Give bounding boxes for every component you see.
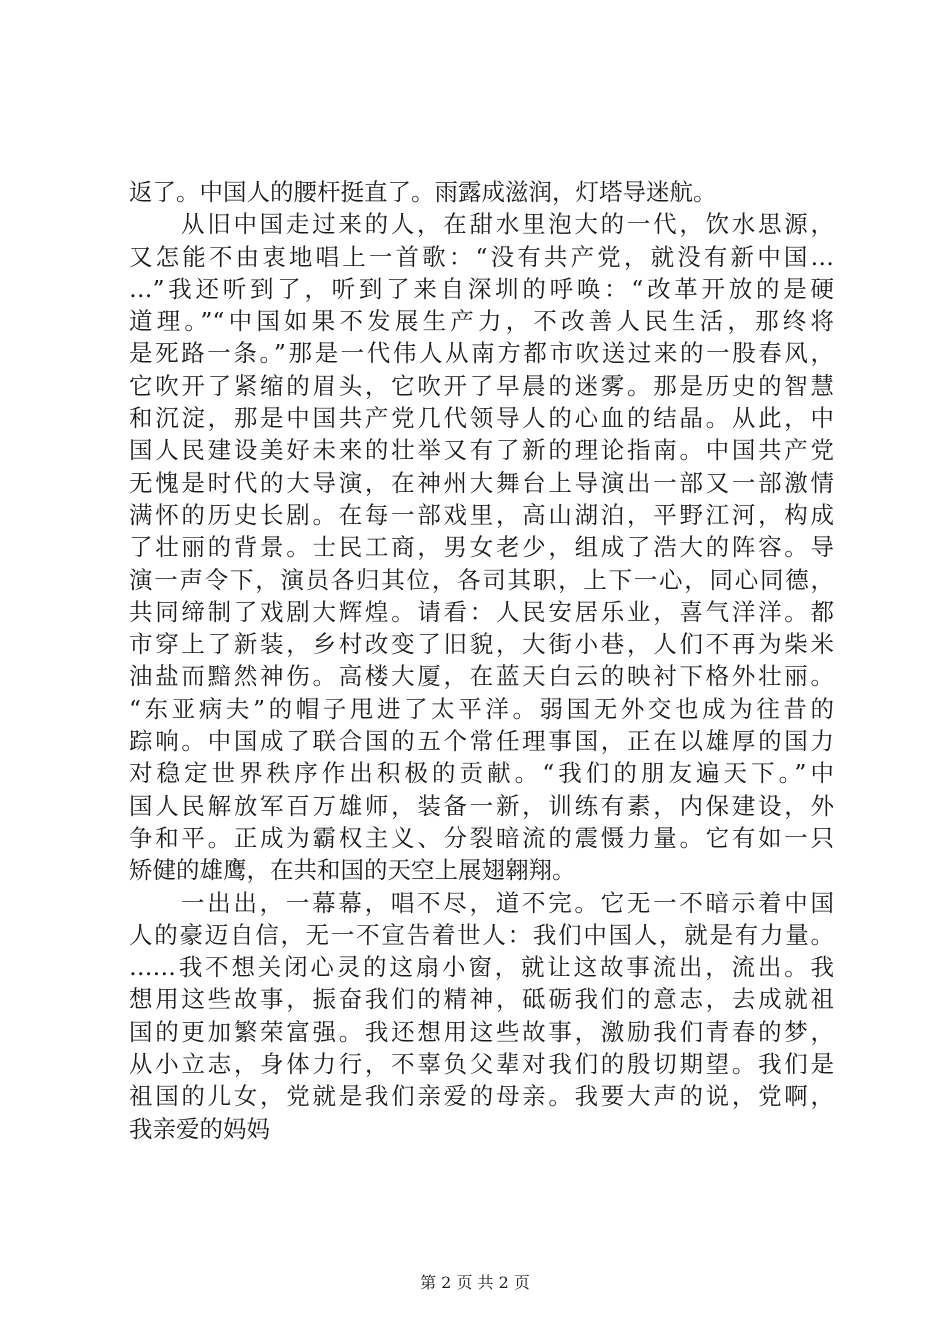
text-line: 无愧是时代的大导演，在神州大舞台上导演出一部又一部激情	[129, 468, 834, 497]
text-line: 返了。中国人的腰杆挺直了。雨露成滋润，灯塔导迷航。	[129, 178, 717, 206]
text-line: 它吹开了紧缩的眉头，它吹开了早晨的迷雾。那是历史的智慧	[129, 371, 834, 400]
text-line: 演一声令下，演员各归其位，各司其职，上下一心，同心同德，	[129, 565, 834, 594]
text-line: 国人民建设美好未来的壮举又有了新的理论指南。中国共产党	[129, 436, 834, 465]
text-line: 国的更加繁荣富强。我还想用这些故事，激励我们青春的梦，	[129, 1017, 834, 1046]
text-line: 油盐而黯然神伤。高楼大厦，在蓝天白云的映衬下格外壮丽。	[129, 662, 834, 691]
body-text	[129, 176, 834, 1145]
text-line: 满怀的历史长剧。在每一部戏里，高山湖泊，平野江河，构成	[129, 500, 834, 529]
text-line: “东亚病夫”的帽子甩进了太平洋。弱国无外交也成为往昔的	[129, 694, 834, 723]
text-line: 想用这些故事，振奋我们的精神，砥砺我们的意志，去成就祖	[129, 985, 834, 1014]
text-line: 我亲爱的妈妈	[129, 1114, 270, 1143]
text-line: 从旧中国走过来的人，在甜水里泡大的一代，饮水思源，	[181, 210, 834, 239]
text-line: 对稳定世界秩序作出积极的贡献。“我们的朋友遍天下。”中	[129, 759, 834, 788]
text-line: 人的豪迈自信，无一不宣告着世人：我们中国人，就是有力量。	[129, 920, 834, 949]
text-line: 道理。”“中国如果不发展生产力，不改善人民生活，那终将	[129, 307, 834, 336]
text-line: 从小立志，身体力行，不辜负父辈对我们的殷切期望。我们是	[129, 1050, 834, 1079]
text-line: 共同缔制了戏剧大辉煌。请看：人民安居乐业，喜气洋洋。都	[129, 597, 834, 626]
text-line: 争和平。正成为霸权主义、分裂暗流的震慑力量。它有如一只	[129, 823, 834, 852]
text-line: 是死路一条。”那是一代伟人从南方都市吹送过来的一股春风，	[129, 339, 834, 368]
text-line: 了壮丽的背景。士民工商，男女老少，组成了浩大的阵容。导	[129, 533, 834, 562]
text-line: ……我不想关闭心灵的这扇小窗，就让这故事流出，流出。我	[129, 953, 834, 982]
text-line: 祖国的儿女，党就是我们亲爱的母亲。我要大声的说，党啊，	[129, 1082, 834, 1111]
text-line: 一出出，一幕幕，唱不尽，道不完。它无一不暗示着中国	[181, 888, 834, 917]
text-line: 踪响。中国成了联合国的五个常任理事国，正在以雄厚的国力	[129, 727, 834, 756]
page-footer: 第 2 页 共 2 页	[420, 1273, 530, 1292]
text-line: 和沉淀，那是中国共产党几代领导人的心血的结晶。从此，中	[129, 404, 834, 433]
text-line: 又怎能不由衷地唱上一首歌：“没有共产党，就没有新中国…	[129, 242, 834, 271]
text-line: 矫健的雄鹰，在共和国的天空上展翅翱翔。	[129, 856, 576, 885]
text-line: …”我还听到了，听到了来自深圳的呼唤：“改革开放的是硬	[129, 274, 834, 303]
text-line: 国人民解放军百万雄师，装备一新，训练有素，内保建设，外	[129, 791, 834, 820]
text-line: 市穿上了新装，乡村改变了旧貌，大街小巷，人们不再为柴米	[129, 630, 834, 659]
